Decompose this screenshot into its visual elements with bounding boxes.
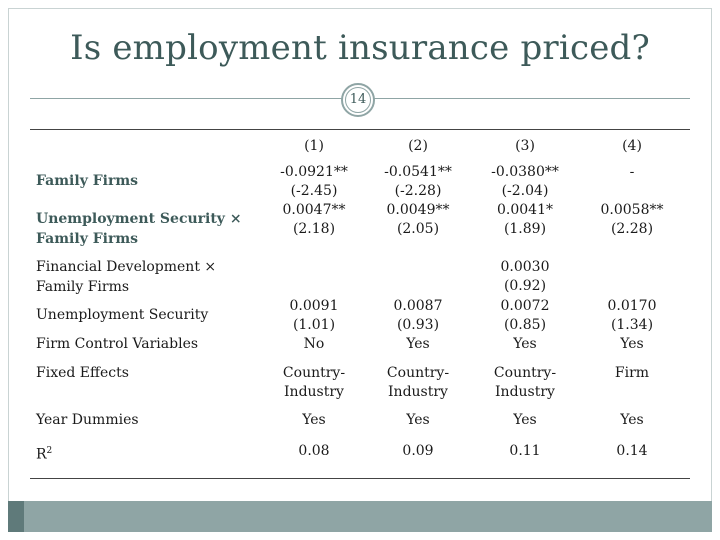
firm-control-3: Yes (513, 336, 537, 352)
row-label-fin-dev-x-family-line1: Financial Development × (36, 259, 217, 275)
row-label-unemp-security: Unemployment Security (36, 307, 209, 323)
table-bottom-rule (30, 478, 690, 479)
unemp-security-t-1: (1.01) (292, 317, 336, 333)
fixed-effects-3-line2: Industry (495, 384, 555, 400)
firm-control-2: Yes (406, 336, 430, 352)
unemp-x-family-coef-4: 0.0058** (600, 202, 664, 218)
unemp-x-family-t-1: (2.18) (292, 221, 336, 237)
row-label-unemp-x-family-line2: Family Firms (36, 231, 139, 247)
r2-1: 0.08 (298, 443, 330, 459)
fin-dev-x-family-t-3: (0.92) (503, 278, 547, 294)
unemp-x-family-coef-2: 0.0049** (386, 202, 450, 218)
fixed-effects-3-line1: Country- (493, 365, 557, 381)
unemp-security-coef-3: 0.0072 (500, 298, 550, 314)
family-firms-t-3: (-2.04) (501, 183, 549, 199)
row-label-fin-dev-x-family-line2: Family Firms (36, 279, 130, 295)
family-firms-coef-1: -0.0921** (280, 164, 348, 180)
row-label-firm-control: Firm Control Variables (36, 336, 199, 352)
unemp-security-coef-2: 0.0087 (393, 298, 443, 314)
column-header-2: (2) (408, 138, 428, 154)
unemp-x-family-t-2: (2.05) (396, 221, 440, 237)
unemp-security-t-3: (0.85) (503, 317, 547, 333)
year-dummies-2: Yes (406, 412, 430, 428)
row-label-unemp-x-family-line1: Unemployment Security × (36, 211, 242, 227)
family-firms-coef-3: -0.0380** (491, 164, 559, 180)
year-dummies-3: Yes (513, 412, 537, 428)
column-header-4: (4) (622, 138, 642, 154)
slide-title: Is employment insurance priced? (70, 28, 650, 68)
row-label-fixed-effects: Fixed Effects (36, 365, 129, 381)
family-firms-coef-2: -0.0541** (384, 164, 452, 180)
footer-accent (8, 501, 24, 532)
column-header-1: (1) (304, 138, 324, 154)
family-firms-coef-4: - (629, 164, 635, 180)
row-label-year-dummies: Year Dummies (36, 412, 139, 428)
unemp-security-t-4: (1.34) (610, 317, 654, 333)
fin-dev-x-family-coef-3: 0.0030 (500, 259, 550, 275)
column-header-3: (3) (515, 138, 535, 154)
table-top-rule (30, 129, 690, 130)
firm-control-1: No (303, 336, 325, 352)
unemp-x-family-t-4: (2.28) (610, 221, 654, 237)
unemp-x-family-coef-1: 0.0047** (282, 202, 346, 218)
r2-2: 0.09 (402, 443, 434, 459)
r2-3: 0.11 (509, 443, 541, 459)
page-number-badge: 14 (341, 83, 375, 117)
footer-bar (8, 501, 712, 532)
row-label-family-firms: Family Firms (36, 173, 139, 189)
family-firms-t-2: (-2.28) (394, 183, 442, 199)
unemp-x-family-t-3: (1.89) (503, 221, 547, 237)
fixed-effects-4-line1: Firm (614, 365, 650, 381)
fixed-effects-2-line1: Country- (386, 365, 450, 381)
r2-4: 0.14 (616, 443, 648, 459)
family-firms-t-1: (-2.45) (290, 183, 338, 199)
fixed-effects-1-line1: Country- (282, 365, 346, 381)
fixed-effects-2-line2: Industry (388, 384, 448, 400)
unemp-security-coef-1: 0.0091 (289, 298, 339, 314)
row-label-r2 (36, 441, 266, 465)
unemp-x-family-coef-3: 0.0041* (497, 202, 553, 218)
year-dummies-4: Yes (620, 412, 644, 428)
r2-label: R (36, 446, 47, 463)
unemp-security-coef-4: 0.0170 (607, 298, 657, 314)
firm-control-4: Yes (620, 336, 644, 352)
fixed-effects-1-line2: Industry (284, 384, 344, 400)
year-dummies-1: Yes (302, 412, 326, 428)
unemp-security-t-2: (0.93) (396, 317, 440, 333)
r2-superscript: 2 (46, 446, 53, 456)
